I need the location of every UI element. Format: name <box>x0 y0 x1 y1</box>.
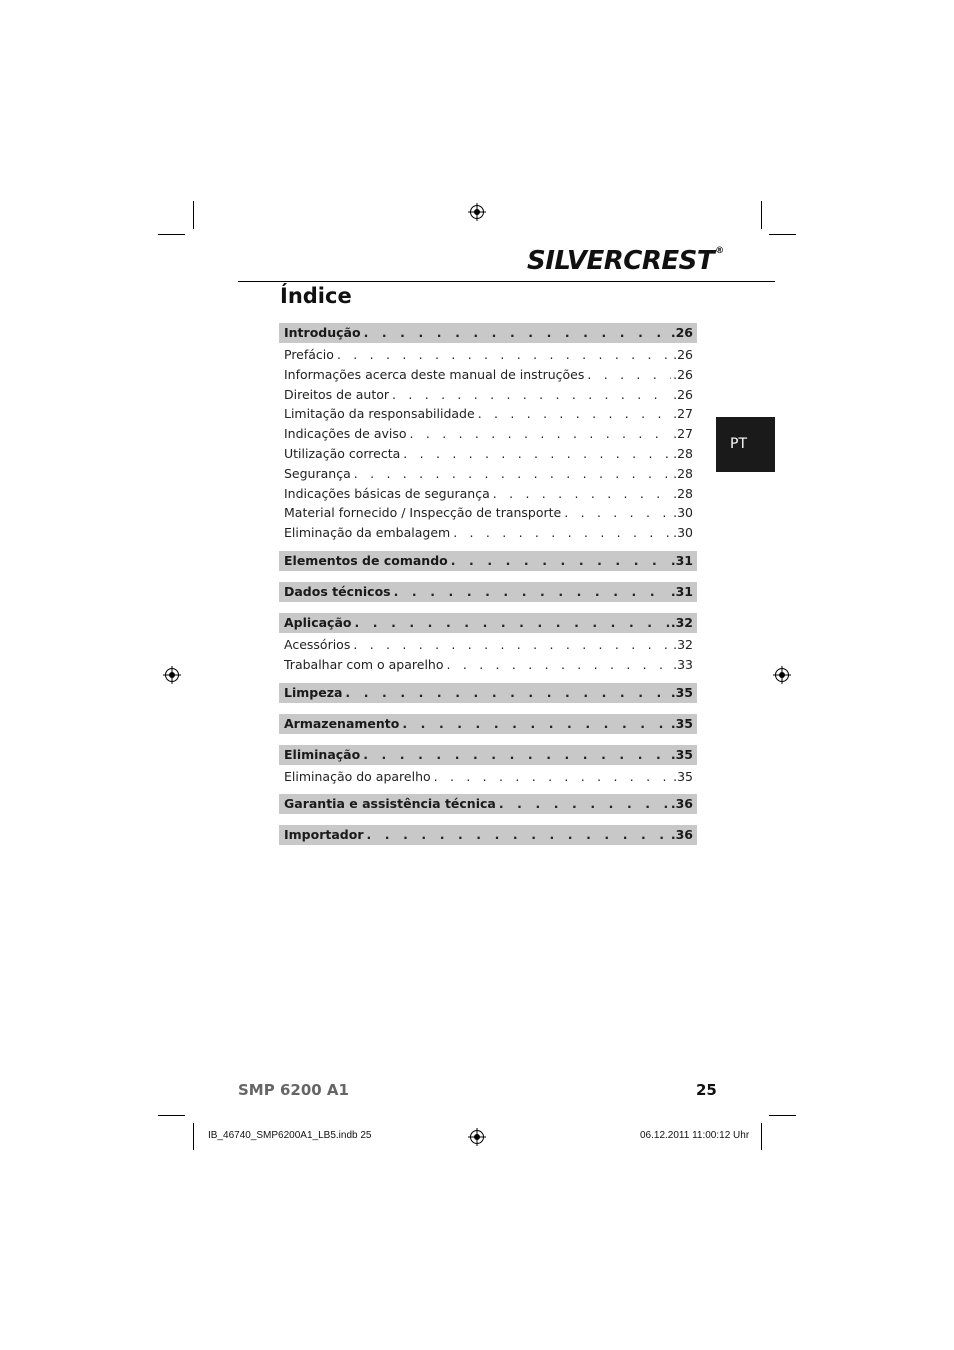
toc-label: Prefácio <box>284 347 334 362</box>
registration-mark-icon <box>773 666 791 684</box>
toc-entry <box>279 464 697 484</box>
crop-mark <box>193 201 194 229</box>
toc-page-number: .31 <box>670 552 693 568</box>
toc-label: Eliminação da embalagem <box>284 525 451 541</box>
toc-page-number: .36 <box>670 796 693 812</box>
toc-page-number: .35 <box>670 684 693 700</box>
language-tab <box>716 417 775 472</box>
toc-section <box>279 825 697 845</box>
crop-mark <box>761 201 762 229</box>
toc-label: Trabalhar com o aparelho <box>284 656 444 672</box>
toc-label: Indicações básicas de segurança <box>284 485 490 501</box>
toc-page-number: .35 <box>670 746 693 762</box>
crop-mark <box>193 1123 194 1150</box>
crop-mark <box>158 234 185 235</box>
toc-section <box>279 323 697 343</box>
toc-section <box>279 613 697 633</box>
toc-label: Garantia e assistência técnica <box>284 796 496 812</box>
print-slug-file: IB_46740_SMP6200A1_LB5.indb 25 <box>208 1130 372 1141</box>
toc-label: Aplicação <box>284 614 352 630</box>
toc-leader-dots <box>364 323 669 343</box>
header-rule <box>238 281 775 282</box>
toc-leader-dots <box>402 714 668 734</box>
toc-page-number: .28 <box>673 445 693 461</box>
print-slug-timestamp: 06.12.2011 11:00:12 Uhr <box>640 1130 750 1141</box>
toc-entry <box>279 503 697 523</box>
registered-mark: ® <box>715 246 724 256</box>
toc-leader-dots <box>451 551 669 571</box>
language-tab-label: PT <box>730 436 747 452</box>
toc-label: Eliminação <box>284 746 361 762</box>
page-title: Índice <box>280 284 352 308</box>
toc-entry <box>279 365 697 385</box>
toc-leader-dots <box>354 613 668 633</box>
toc-label: Introdução <box>284 325 361 340</box>
crop-mark <box>158 1115 185 1116</box>
registration-mark-icon <box>468 1128 486 1146</box>
toc-leader-dots <box>493 484 671 504</box>
toc-label: Segurança <box>284 465 351 481</box>
brand-logo <box>527 246 724 276</box>
toc-page-number: .32 <box>670 614 693 630</box>
toc-label: Direitos de autor <box>284 386 390 402</box>
toc-page-number: .26 <box>673 347 693 362</box>
toc-page-number: .36 <box>670 827 693 843</box>
toc-page-number: .26 <box>673 366 693 382</box>
toc-leader-dots <box>363 745 669 765</box>
page-number: 25 <box>696 1081 717 1099</box>
toc-page-number: .26 <box>670 325 693 340</box>
toc-leader-dots <box>353 635 671 655</box>
toc-leader-dots <box>478 404 671 424</box>
toc-spacer <box>279 734 697 745</box>
toc-label: Limitação da responsabilidade <box>284 406 475 422</box>
toc-spacer <box>279 675 697 683</box>
toc-leader-dots <box>367 825 669 845</box>
crop-mark <box>761 1123 762 1150</box>
toc-label: Utilização correcta <box>284 445 401 461</box>
toc-leader-dots <box>337 345 671 365</box>
toc-page-number: .27 <box>673 426 693 442</box>
toc-spacer <box>279 786 697 794</box>
brand-name: SILVERCREST <box>527 246 715 276</box>
toc-spacer <box>279 602 697 613</box>
toc-page-number: .33 <box>673 656 693 672</box>
toc-leader-dots <box>394 582 669 602</box>
table-of-contents <box>279 323 697 845</box>
toc-spacer <box>279 543 697 551</box>
toc-entry <box>279 635 697 655</box>
toc-entry <box>279 424 697 444</box>
toc-entry <box>279 404 697 424</box>
registration-mark-icon <box>468 203 486 221</box>
toc-section <box>279 714 697 734</box>
toc-label: Indicações de aviso <box>284 426 407 442</box>
toc-label: Limpeza <box>284 684 343 700</box>
toc-entry <box>279 484 697 504</box>
toc-leader-dots <box>564 503 671 523</box>
toc-leader-dots <box>587 365 671 385</box>
toc-section <box>279 683 697 703</box>
toc-page-number: .35 <box>673 768 693 784</box>
toc-label: Eliminação do aparelho <box>284 768 431 784</box>
toc-entry <box>279 655 697 675</box>
toc-label: Dados técnicos <box>284 583 391 599</box>
model-number: SMP 6200 A1 <box>238 1081 349 1099</box>
toc-entry <box>279 345 697 365</box>
toc-page-number: .30 <box>673 505 693 521</box>
toc-section <box>279 745 697 765</box>
crop-mark <box>769 234 796 235</box>
toc-page-number: .30 <box>673 525 693 541</box>
toc-entry <box>279 385 697 405</box>
toc-page-number: .28 <box>673 465 693 481</box>
toc-spacer <box>279 571 697 582</box>
toc-label: Importador <box>284 827 364 843</box>
toc-label: Armazenamento <box>284 715 400 731</box>
toc-page-number: .32 <box>673 636 693 652</box>
toc-entry <box>279 767 697 787</box>
toc-leader-dots <box>499 794 669 814</box>
toc-leader-dots <box>410 424 672 444</box>
crop-mark <box>769 1115 796 1116</box>
registration-mark-icon <box>163 666 181 684</box>
toc-label: Informações acerca deste manual de instruções <box>284 366 585 382</box>
toc-entry <box>279 444 697 464</box>
toc-spacer <box>279 703 697 714</box>
toc-leader-dots <box>434 767 671 787</box>
toc-page-number: .31 <box>670 583 693 599</box>
toc-label: Elementos de comando <box>284 552 448 568</box>
toc-label: Material fornecido / Inspecção de transporte <box>284 505 562 521</box>
toc-leader-dots <box>354 464 671 484</box>
toc-entry <box>279 523 697 543</box>
toc-page-number: .35 <box>670 715 693 731</box>
toc-page-number: .28 <box>673 485 693 501</box>
toc-page-number: .27 <box>673 406 693 422</box>
toc-leader-dots <box>345 683 668 703</box>
toc-section <box>279 551 697 571</box>
toc-leader-dots <box>453 523 671 543</box>
toc-page-number: .26 <box>673 386 693 402</box>
toc-leader-dots <box>403 444 671 464</box>
toc-label: Acessórios <box>284 636 351 652</box>
toc-leader-dots <box>392 385 671 405</box>
toc-section <box>279 582 697 602</box>
toc-section <box>279 794 697 814</box>
toc-leader-dots <box>447 655 672 675</box>
toc-spacer <box>279 814 697 825</box>
